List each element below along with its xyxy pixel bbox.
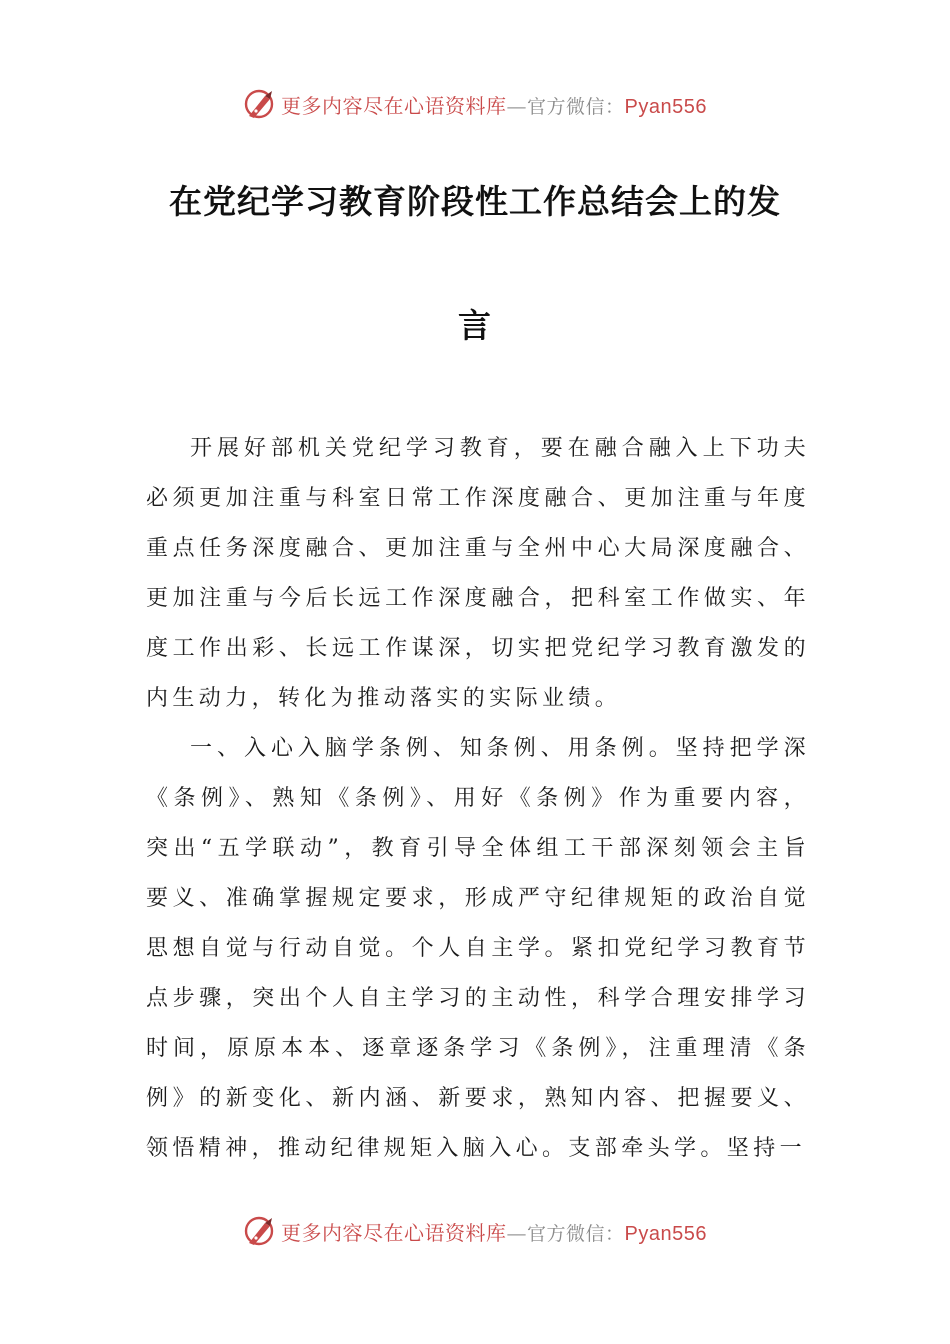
document-body xyxy=(146,424,810,1174)
document-title-line1: 在党纪学习教育阶段性工作总结会上的发 xyxy=(169,182,781,221)
banner-dash: — xyxy=(506,93,527,118)
paragraph: 一、入心入脑学条例、知条例、用条例。坚持把学深《条例》、熟知《条例》、用好《条例》作为重要内容，突出“五学联动”，教育引导全体组工干部深刻领会主旨要义、准确掌握规定要求，形成严守纪律规矩的政治自觉思想自觉与行动自觉。个人自主学。紧扣党纪学习教育节点步骤，突出个人自主学习的主动性，科学合理安排学习时间，原原本本、逐章逐条学习《条例》，注重理清《条例》的新变化、新内涵、新要求，熟知内容、把握要义、领悟精神，推动纪律规矩入脑入心。支部牵头学。坚持一 xyxy=(146,736,810,1161)
banner-label: 官方微信： xyxy=(527,1222,625,1245)
banner-text xyxy=(281,90,707,119)
banner-text xyxy=(281,1217,707,1246)
banner-dash: — xyxy=(506,1220,527,1245)
pen-logo-icon xyxy=(243,1214,277,1248)
document-title-line2: 言 xyxy=(458,306,492,345)
banner-wechat-id: Pyan556 xyxy=(624,1222,707,1245)
footer-banner xyxy=(0,1211,950,1251)
header-banner xyxy=(0,84,950,124)
banner-wechat-id: Pyan556 xyxy=(624,95,707,118)
banner-label: 官方微信： xyxy=(527,95,625,118)
banner-site-text: 更多内容尽在心语资料库 xyxy=(281,93,507,118)
paragraph: 开展好部机关党纪学习教育，要在融合融入上下功夫必须更加注重与科室日常工作深度融合、更加注重与年度重点任务深度融合、更加注重与全州中心大局深度融合、更加注重与今后长远工作深度融合，把科室工作做实、年度工作出彩、长远工作谋深，切实把党纪学习教育激发的内生动力，转化为推动落实的实际业绩。 xyxy=(146,436,810,711)
pen-logo-icon xyxy=(243,87,277,121)
banner-site-text: 更多内容尽在心语资料库 xyxy=(281,1220,507,1245)
